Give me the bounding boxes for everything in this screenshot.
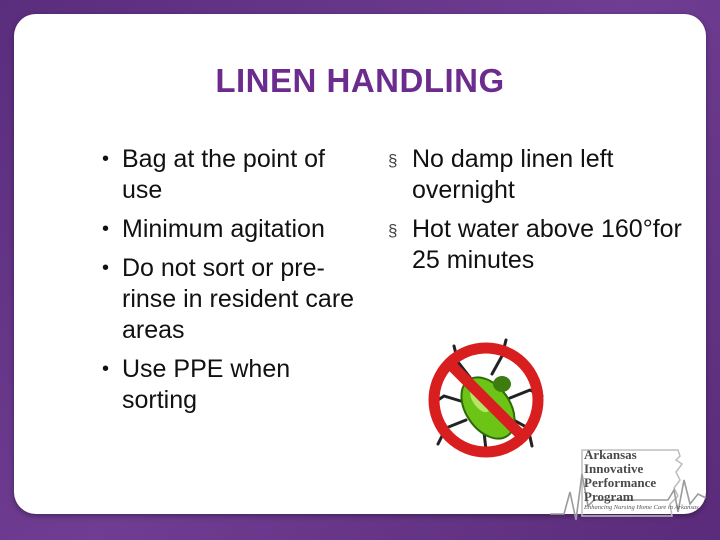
- logo-line: Arkansas: [584, 447, 637, 462]
- left-bullet-column: [98, 144, 358, 424]
- left-bullet-list: [98, 144, 358, 416]
- logo-line: Program: [584, 489, 634, 504]
- bullet-glyph: §: [388, 221, 398, 240]
- right-bullet-column: [388, 144, 688, 284]
- logo-line: Performance: [584, 475, 657, 490]
- list-item: [98, 144, 358, 206]
- bullet-text: Use PPE when sorting: [122, 355, 291, 414]
- bullet-glyph: •: [102, 257, 110, 279]
- slide-title: LINEN HANDLING: [215, 62, 505, 99]
- bullet-glyph: •: [102, 358, 110, 380]
- list-item: [388, 214, 688, 276]
- bullet-glyph: •: [102, 218, 110, 240]
- list-item: [98, 214, 358, 245]
- list-item: [98, 354, 358, 416]
- slide-card: [14, 14, 706, 514]
- no-bug-icon: [414, 332, 554, 462]
- bullet-text: Do not sort or pre-rinse in resident care areas: [122, 254, 355, 344]
- bullet-text: Hot water above 160°for 25 minutes: [412, 215, 682, 274]
- bullet-text: Minimum agitation: [122, 215, 325, 243]
- bullet-text: No damp linen left overnight: [412, 145, 614, 204]
- bullet-text: Bag at the point of use: [122, 145, 325, 204]
- logo-tagline: Enhancing Nursing Home Care in Arkansas: [584, 504, 699, 511]
- bullet-glyph: •: [102, 148, 110, 170]
- bullet-glyph: §: [388, 151, 398, 170]
- right-bullet-list: [388, 144, 688, 276]
- logo-line: Innovative: [584, 461, 644, 476]
- list-item: [98, 253, 358, 346]
- list-item: [388, 144, 688, 206]
- arkansas-innovative-performance-program-logo: [550, 444, 710, 522]
- logo-wordmark: [584, 448, 656, 504]
